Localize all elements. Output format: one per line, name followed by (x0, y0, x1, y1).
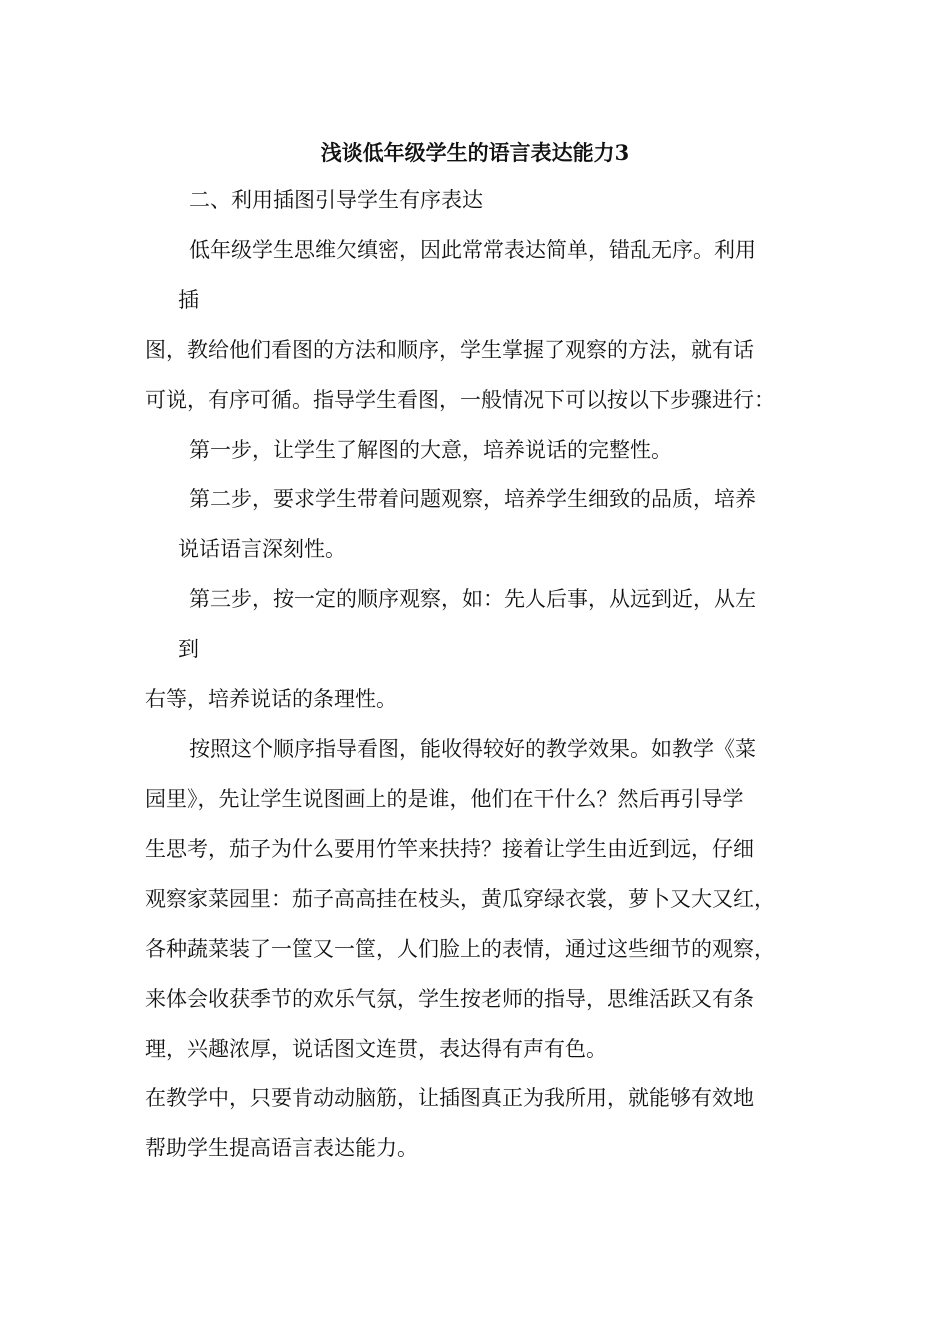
paragraph-line: 到 (178, 637, 199, 661)
paragraph-line: 园里》，先让学生说图画上的是谁，他们在干什么？然后再引导学 (145, 787, 744, 811)
paragraph-line: 各种蔬菜装了一筐又一筐，人们脸上的表情，通过这些细节的观察， (145, 937, 775, 961)
paragraph-line: 生思考，茄子为什么要用竹竿来扶持？接着让学生由近到远，仔细 (145, 837, 754, 861)
paragraph-line: 第二步，要求学生带着问题观察，培养学生细致的品质，培养 (189, 487, 756, 511)
paragraph-line: 来体会收获季节的欢乐气氛，学生按老师的指导，思维活跃又有条 (145, 987, 754, 1011)
paragraph-line: 按照这个顺序指导看图，能收得较好的教学效果。如教学《菜 (189, 737, 756, 761)
paragraph-line: 说话语言深刻性。 (178, 537, 346, 561)
paragraph-line: 插 (178, 288, 199, 312)
paragraph-line: 右等，培养说话的条理性。 (145, 687, 397, 711)
section-heading: 二、利用插图引导学生有序表达 (189, 188, 483, 212)
paragraph-line: 理，兴趣浓厚，说话图文连贯，表达得有声有色。 (145, 1037, 607, 1061)
paragraph-line: 图，教给他们看图的方法和顺序，学生掌握了观察的方法，就有话 (145, 338, 754, 362)
paragraph-line: 可说，有序可循。指导学生看图，一般情况下可以按以下步骤进行： (145, 388, 775, 412)
paragraph-line: 观察家菜园里：茄子高高挂在枝头，黄瓜穿绿衣裳，萝卜又大又红， (145, 887, 775, 911)
paragraph-line: 低年级学生思维欠缜密，因此常常表达简单，错乱无序。利用 (189, 238, 756, 262)
paragraph-line: 在教学中，只要肯动动脑筋，让插图真正为我所用，就能够有效地 (145, 1086, 754, 1110)
paragraph-line: 帮助学生提高语言表达能力。 (145, 1136, 418, 1160)
paragraph-line: 第一步，让学生了解图的大意，培养说话的完整性。 (189, 438, 672, 462)
document-title: 浅谈低年级学生的语言表达能力3 (320, 140, 630, 165)
paragraph-line: 第三步，按一定的顺序观察，如：先人后事，从远到近，从左 (189, 587, 756, 611)
